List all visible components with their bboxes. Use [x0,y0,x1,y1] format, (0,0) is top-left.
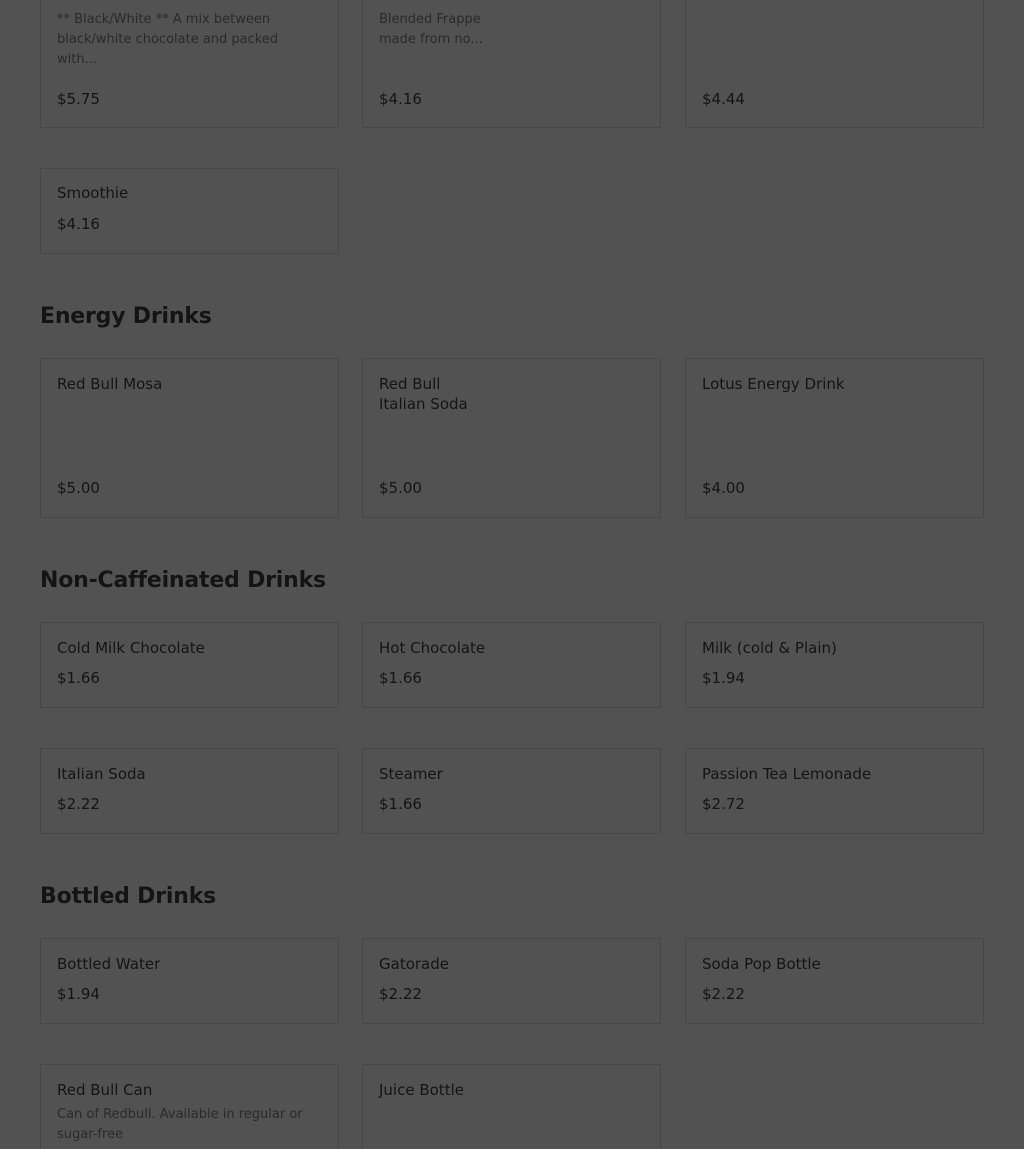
item-name: Red Bull Italian Soda [379,375,468,413]
item-price: $5.75 [57,90,100,108]
item-name: Red Bull Can [57,1081,153,1099]
item-name: Steamer [379,765,443,783]
item-name: Hot Chocolate [379,639,486,657]
menu-item-card-juice-bottle[interactable] [362,1064,661,1149]
item-price: $2.22 [379,985,422,1003]
section-title-energy-drinks: Energy Drinks [40,304,212,329]
menu-item-card-bottled-water[interactable] [40,938,339,1024]
item-description: ** Black/White ** A mix between black/white chocolate and packed with... [57,12,279,67]
item-price: $1.66 [379,795,422,813]
item-name: Soda Pop Bottle [702,955,821,973]
item-price: $1.94 [702,669,745,687]
section-title-non-caffeinated-drinks: Non-Caffeinated Drinks [40,568,326,593]
item-price: $2.22 [57,795,100,813]
menu-item-card-red-bull-can[interactable] [40,1064,339,1149]
item-name: Lotus Energy Drink [702,375,845,393]
item-description: Can of Redbull. Available in regular or sugar-free [57,1107,303,1142]
item-name: Italian Soda [57,765,146,783]
item-price: $2.22 [702,985,745,1003]
item-name: Milk (cold & Plain) [702,639,837,657]
menu-item-card-lotus-energy-drink[interactable] [685,358,984,518]
item-name: Juice Bottle [379,1081,464,1099]
item-price: $1.94 [57,985,100,1003]
item-price: $4.00 [702,479,745,497]
item-description: Blended Frappe made from no... [379,12,483,47]
menu-item-card[interactable] [362,0,661,128]
menu-item-card[interactable] [685,0,984,128]
item-name: Cold Milk Chocolate [57,639,205,657]
item-name: Smoothie [57,184,129,202]
menu-item-card-cold-milk-chocolate[interactable] [40,622,339,708]
menu-item-card-italian-soda[interactable] [40,748,339,834]
item-name: Passion Tea Lemonade [702,765,872,783]
menu-item-card-hot-chocolate[interactable] [362,622,661,708]
menu-item-card-gatorade[interactable] [362,938,661,1024]
item-price: $2.72 [702,795,745,813]
item-name: Gatorade [379,955,449,973]
menu-item-card-smoothie[interactable] [40,168,339,254]
item-price: $5.00 [57,479,100,497]
item-price: $4.16 [57,215,100,233]
section-title-bottled-drinks: Bottled Drinks [40,884,217,909]
item-price: $4.44 [702,90,745,108]
menu-item-card-red-bull-mosa[interactable] [40,358,339,518]
item-price: $1.66 [379,669,422,687]
menu-item-card[interactable] [40,0,339,128]
menu-item-card-steamer[interactable] [362,748,661,834]
item-name: Bottled Water [57,955,161,973]
item-price: $1.66 [57,669,100,687]
item-name: Red Bull Mosa [57,375,163,393]
menu-item-card-red-bull-italian-soda[interactable] [362,358,661,518]
menu-item-card-soda-pop-bottle[interactable] [685,938,984,1024]
menu-item-card-passion-tea-lemonade[interactable] [685,748,984,834]
item-price: $5.00 [379,479,422,497]
menu-item-card-milk-cold-plain[interactable] [685,622,984,708]
item-price: $4.16 [379,90,422,108]
